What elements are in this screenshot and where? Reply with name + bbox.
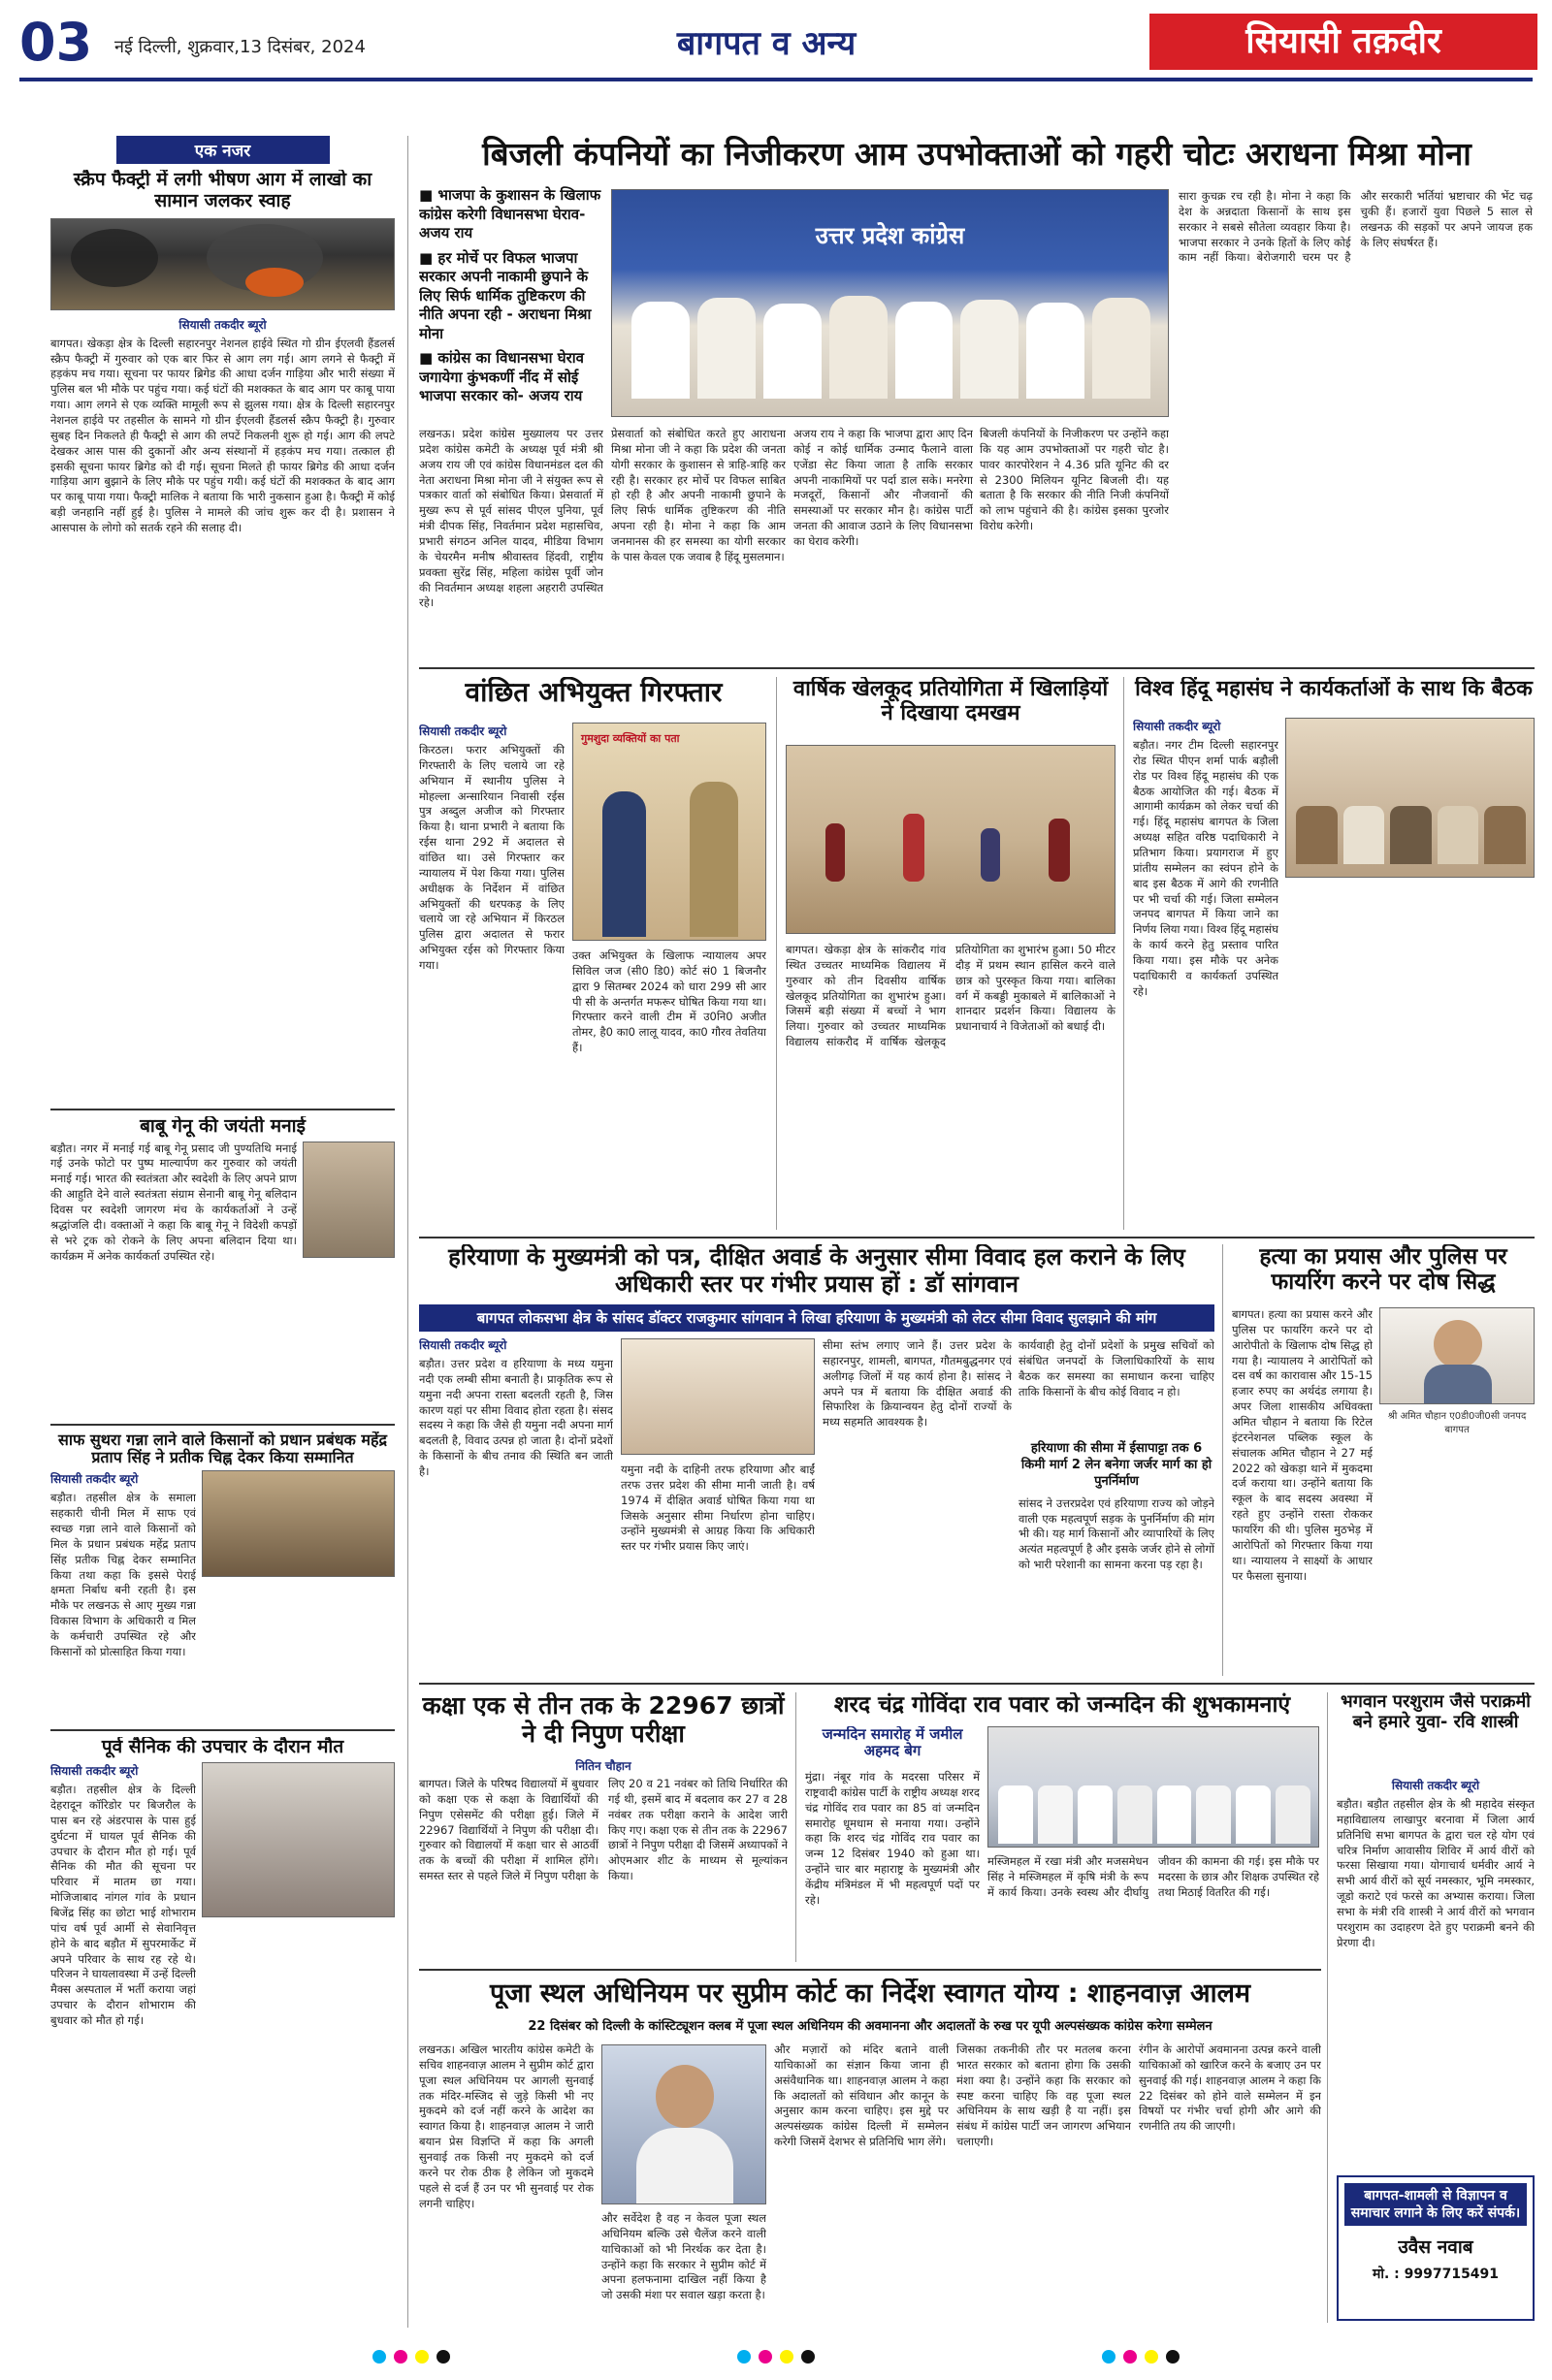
lead-body-2: प्रेसवार्ता को संबोधित करते हुए आराधना मिश्रा मोना जी ने कहा कि प्रदेश की जनता योगी सरकार के कुशासन से त्राहि-त्राहि कर रही है। सरकार हर मोर्चे पर विफल साबित हो रही है और अपनी नाकामी छुपाने के लिए सिर्फ धार्मिक तुष्टिकरण की नीति अपना रही है। मोना ने कहा कि आम जनमानस की हर समस्या का योगी सरकार के पास केवल एक जवाब है हिंदू मुसलमान। <box>611 427 786 563</box>
divider <box>50 1729 395 1731</box>
section-title: बागपत व अन्य <box>676 24 857 63</box>
arrest-photo <box>572 723 766 941</box>
vhp-col <box>1133 718 1278 1232</box>
arrest-byline: सियासी तकदीर ब्यूरो <box>419 724 507 738</box>
soldier-death-byline: सियासी तकदीर ब्यूरो <box>50 1764 139 1779</box>
worship-body-2: और सर्वेदेश है वह न केवल पूजा स्थल अधिनियम बल्कि उसे चैलेंज करने वाली याचिकाओं को भी निरर्थक कर देता है। उन्होंने कहा कि सरकार ने सुप्रीम कोर्ट में अपना हलफनामा दाखिल नहीं किया है जो उसकी मंशा पर सवाल खड़ा करता है। <box>601 2211 766 2302</box>
divider <box>419 1683 1535 1685</box>
worship-body-1: लखनऊ। अखिल भारतीय कांग्रेस कमेटी के सचिव शाहनवाज़ आलम ने सुप्रीम कोर्ट द्वारा पूजा स्थल अधिनियम पर आगली सुनवाई तक मंदिर-मस्जिद से जुड़े किसी भी नए मुकदमे को दर्ज नहीं करने के आदेश का स्वागत किया है। शाहनवाज़ आलम ने जारी बयान प्रेस विज्ञप्ति में कहा कि अगली सुनवाई तक किसी नए मुकदमे को दर्ज करने पर रोक ठीक है लेकिन जो मुकदमे पहले से दर्ज हैं उन पर भी सुनवाई पर रोक लगनी चाहिए। <box>419 2042 594 2210</box>
registration-mark <box>737 2350 751 2364</box>
vhp-byline: सियासी तकदीर ब्यूरो <box>1133 720 1221 733</box>
sugar-mill-headline: साफ सुथरा गन्ना लाने वाले किसानों को प्रधान प्रबंधक महेंद्र प्रताप सिंह ने प्रतीक चिह्न देकर किया सम्मानित <box>58 1431 387 1466</box>
amit-chauhan-photo <box>1379 1307 1535 1404</box>
lead-bullet: ■ हर मोर्चे पर विफल भाजपा सरकार अपनी नाकामी छुपाने के लिए सिर्फ धार्मिक तुष्टिकरण की नीति अपना रही - अराधना मिश्रा मोना <box>419 248 592 342</box>
haryana-body-5: सांसद ने उत्तरप्रदेश एवं हरियाणा राज्य को जोड़ने वाली एक महत्वपूर्ण सड़क के पुनर्निर्माण की मांग भी की। यह मार्ग किसानों और व्यापारियों के लिए अत्यंत महत्वपूर्ण है और इसके जर्जर होने से लोगों को भारी परेशानी का सामना करना पड़ रहा है। <box>1018 1496 1214 1572</box>
sugar-mill-photo <box>202 1470 395 1577</box>
registration-mark <box>372 2350 386 2364</box>
worship-body-4: जिसका तकनीकी तौर पर मतलब करना भारत सरकार को बताना होगा कि उसकी मंशा क्या है। उन्होंने कहा कि सरकार को स्पष्ट करना चाहिए कि वह पूजा स्थल अधिनियम के साथ खड़ी है या नहीं। इस संबंध में कांग्रेस पार्टी जन जागरण अभियान चलाएगी। <box>956 2042 1131 2149</box>
haryana-col-1 <box>419 1336 613 1676</box>
arrest-headline: वांछित अभियुक्त गिरफ्तार <box>465 677 723 708</box>
ad-phone: मो. : 9997715491 <box>1372 2267 1500 2283</box>
babu-genu-body: बड़ौत। नगर में मनाई गई बाबू गेनू प्रसाद जी पुण्यतिथि मनाई गई उनके फोटो पर पुष्प माल्यार्पण कर गुरुवार को जयंती मनाई गई। भारत की स्वतंत्रता और स्वदेशी के लिए अपने प्राण की आहुति देने वाले स्वतंत्रता संग्राम सेनानी बाबू गेनू बलिदान दिवस पर स्वदेशी जागरण मंच के कार्यकर्ताओं ने उन्हें श्रद्धांजलि दी। वक्ताओं ने कहा कि बाबू गेनू ने विदेशी कपड़ों से भरे ट्रक को रोकने के लिए अपना बलिदान दिया था। कार्यक्रम में अनेक कार्यकर्ता उपस्थित रहे। <box>50 1141 297 1263</box>
arrest-photo-signboard: गुमशुदा व्यक्तियों का पता <box>581 732 680 745</box>
lead-bullet: ■ कांग्रेस का विधानसभा घेराव जगायेगा कुंभकर्णी नींद में सोई भाजपा सरकार को- अजय राय <box>419 349 584 404</box>
ad-name: उवैस नवाब <box>1398 2236 1473 2259</box>
issue-date: नई दिल्ली, शुक्रवार,13 दिसंबर, 2024 <box>114 37 366 57</box>
fire-byline: सियासी तकदीर ब्यूरो <box>178 317 267 332</box>
worship-body-3: और मज़ारों को मंदिर बताने वाली याचिकाओं का संज्ञान किया जाना ही असंवैधानिक था। शाहनवाज़ आलम ने कहा कि अदालतों को संविधान और कानून के अनुसार काम करना चाहिए। इस मुद्दे पर अल्पसंख्यक कांग्रेस दिल्ली में सम्मेलन करेगी जिसमें देशभर से प्रतिनिधि भाग लेंगे। <box>774 2042 949 2149</box>
registration-mark <box>436 2350 450 2364</box>
worship-body-5: रंगीन के आरोपों अवमानना उत्पन्न करने वाली याचिकाओं को खारिज करने के बजाए उन पर सुनवाई की गई। शाहनवाज़ आलम ने कहा कि 22 दिसंबर को होने वाले सम्मेलन में इन विषयों पर गंभीर चर्चा होगी और आगे की रणनीति तय की जाएगी। <box>1139 2042 1321 2134</box>
vhp-headline: विश्व हिंदू महासंघ ने कार्यकर्ताओं के साथ कि बैठक <box>1135 677 1533 701</box>
soldier-photo <box>202 1762 395 1917</box>
divider <box>419 1969 1321 1971</box>
babu-genu-photo <box>303 1142 395 1258</box>
nipun-byline: नितिन चौहान <box>575 1759 631 1773</box>
contact-ad-box <box>1337 2175 1535 2321</box>
pawar-subhead: जन्मदिन समारोह में जमील अहमद बेग <box>822 1726 963 1760</box>
lead-body-3: अजय राय ने कहा कि भाजपा द्वारा आए दिन कोई न कोई धार्मिक उन्माद फैलाने वाला एजेंडा सेट किया जाता है ताकि सरकार अपनी नाकामियों पर पर्दा डाल सके। मनरेगा मजदूरों, किसानों और नौजवानों की समस्याओं पर सरकार मौन है। कांग्रेस पार्टी जनता की आवाज उठाने के लिए विधानसभा का घेराव करेगी। <box>793 427 973 549</box>
ek-nazar-tag: एक नजर <box>116 136 330 164</box>
arrest-body-2: उक्त अभियुक्त के खिलाफ न्यायालय अपर सिविल जज (सी0 डि0) कोर्ट सं0 1 बिजनौर द्वारा 9 सितम्बर 2024 को धारा 299 सी आर पी सी के अन्तर्गत मफरूर घोषित किया गया था। गिरफ्तार करने वाली टीम में उ0नि0 अजीत तोमर, है0 का0 लालू यादव, का0 गौरव तेवतिया हैं। <box>572 949 766 1055</box>
left-column <box>50 136 395 2323</box>
header-rule <box>19 78 1533 81</box>
parshuram-headline: भगवान परशुराम जैसे पराक्रमी बने हमारे युवा- रवि शास्त्री <box>1341 1692 1531 1732</box>
murder-body: बागपत। हत्या का प्रयास करने और पुलिस पर फायरिंग करने पर दो आरोपीतो के खिलाफ दोष सिद्ध हो गया है। न्यायालय ने आरोपितों को दस वर्ष का कारावास और 15-15 हजार रुपए का अर्थदंड लगाया है। अपर जिला शासकीय अधिवक्ता अमित चौहान ने बताया कि रिटेल इंटरनेशनल पब्लिक स्कूल के संचालक अमित चौहान ने 27 मई 2022 को खेकड़ा थाने में मुकदमा दर्ज कराया था। उन्होंने बताया कि स्कूल के बाद सदस्य अवस्था में रहते हुए उन्होंने रास्ता रोककर फायरिंग की थी। पुलिस मुठभेड़ में आरोपितों को गिरफ्तार किया गया था। न्यायालय ने साक्ष्यों के आधार पर फैसला सुनाया। <box>1232 1307 1373 1583</box>
arrest-body: किरठल। फरार अभियुक्तों की गिरफ्तारी के लिए चलाये जा रहे अभियान में स्थानीय पुलिस ने मोहल्ला अन्सारियान निवासी रईस पुत्र अब्दुल अजीज को गिरफ्तार किया है। थाना प्रभारी ने बताया कि रईस थाना 292 में अदालत से वांछित था। उसे गिरफ्तार कर न्यायालय में पेश किया गया। पुलिस अधीक्षक के निर्देशन में वांछित अभियुक्तों की धरपकड़ के लिए चलाये जा रहे अभियान में किरठल पुलिस द्वारा अदालत से फरार अभियुक्त रईस को गिरफ्तार किया गया। <box>419 743 565 973</box>
sugar-mill-body: बड़ौत। तहसील क्षेत्र के समाला सहकारी चीनी मिल में साफ एवं स्वच्छ गन्ना लाने वाले किसानों को मिल के प्रधान प्रबंधक महेंद्र प्रताप सिंह प्रतीक चिह्न देकर सम्मानित किया तथा कहा कि इससे पेराई क्षमता निर्बाध बनी रहती है। इस मौके पर लखनऊ से आए मुख्य गन्ना विकास विभाग के अधिकारी व मिल के कर्मचारी उपस्थित रहे और किसानों को प्रोत्साहित किया गया। <box>50 1491 196 1658</box>
murder-col <box>1232 1307 1373 1676</box>
haryana-body-4: कार्यवाही हेतु दोनों प्रदेशों के प्रमुख सचिवों को संबंधित जनपदों के जिलाधिकारियों के साथ बैठक कर समस्या का समाधान करना चाहिए ताकि किसानों के बीच कोई विवाद न हो। <box>1018 1338 1214 1399</box>
footer-registration-strip <box>0 2342 1552 2371</box>
lead-body-4: बिजली कंपनियों के निजीकरण पर उन्होंने कहा कि यह आम उपभोक्ताओं पर गहरी चोट है। पावर कारपोरेशन ने 4.36 प्रति यूनिट की दर से 2300 मिलियन यूनिट बिजली दी। यह बताता है कि सरकार की नीति निजी कंपनियों को लाभ पहुंचाने की है। कांग्रेस इसका पुरजोर विरोध करेगी। <box>980 427 1169 533</box>
divider <box>419 667 1535 669</box>
sports-photo <box>786 745 1116 934</box>
fire-headline: स्क्रैप फैक्ट्री में लगी भीषण आग में लाखो का सामान जलकर स्वाह <box>73 170 372 211</box>
haryana-subbox: हरियाणा की सीमा में ईसापाट्टा तक 6 किमी मार्ग 2 लेन बनेगा जर्जर मार्ग का हो पुनर्निर्माण <box>1020 1441 1212 1489</box>
vhp-body: बड़ौत। नगर टीम दिल्ली सहारनपुर रोड स्थित पीएन शर्मा पार्क बड़ौली रोड पर विश्व हिंदू महासंघ की एक बैठक आयोजित की गई। बैठक में आगामी कार्यक्रम को लेकर चर्चा की गई। हिंदू महासंघ बागपत के जिला अध्यक्ष सहित वरिष्ठ पदाधिकारी ने प्रतिभाग किया। प्रयागराज में हुए प्रांतीय सम्मेलन का स्वंपन होने के बाद इस बैठक में आगे की रणनीति पर भी चर्चा की गई। जिला सम्मेलन जनपद बागपत में किया जाने का निर्णय लिया गया। विश्व हिंदू महासंघ के कार्य करने हेतु प्रस्ताव पारित किया गया। इस मौके पर अनेक पदाधिकारी व कार्यकर्ता उपस्थित रहे। <box>1133 738 1278 998</box>
lead-body-5: सारा कुचक्र रच रही है। मोना ने कहा कि देश के अन्नदाता किसानों के साथ इस सरकार ने सबसे सौतेला व्यवहार किया है। भाजपा सरकार ने उनके हितों के लिए कोई काम नहीं किया। बेरोजगारी चरम पर है और सरकारी भर्तियां भ्रष्टाचार की भेंट चढ़ चुकी हैं। हजारों युवा पिछले 5 साल से लखनऊ की सड़कों पर अपने जायज हक के लिए संघर्षरत हैं। <box>1179 189 1533 265</box>
haryana-col-4 <box>1018 1338 1214 1676</box>
column-rule <box>795 1692 796 1962</box>
lead-body-1: लखनऊ। प्रदेश कांग्रेस मुख्यालय पर उत्तर प्रदेश कांग्रेस कमेटी के अध्यक्ष पूर्व मंत्री श्री अजय राय जी एवं कांग्रेस विधानमंडल दल की नेता अराधना मिश्रा मोना जी ने संयुक्त रूप से पत्रकार वार्ता को संबोधित किया। प्रेसवार्ता में मुख्य रूप से पूर्व सांसद पीएल पुनिया, पूर्व मंत्री दीपक सिंह, निवर्तमान प्रदेश महासचिव, प्रभारी संगठन अनिल यादव, मीडिया विभाग के चेयरमैन मनीष श्रीवास्तव हिंदवी, राष्ट्रीय प्रवक्ता सुरेंद्र सिंह, महिला कांग्रेस पूर्वी जोन की निवर्तमान अध्यक्ष शहला अहरारी उपस्थित रहे। <box>419 427 603 610</box>
murder-headline: हत्या का प्रयास और पुलिस पर फायरिंग करने पर दोष सिद्ध <box>1259 1244 1507 1296</box>
arrest-col <box>419 723 565 1227</box>
soldier-death-headline: पूर्व सैनिक की उपचार के दौरान मौत <box>101 1737 344 1758</box>
column-rule <box>776 677 777 1230</box>
column-rule <box>407 136 408 2328</box>
parshuram-byline: सियासी तकदीर ब्यूरो <box>1391 1779 1480 1792</box>
haryana-body-2: यमुना नदी के दाहिनी तरफ हरियाणा और बाईं तरफ उत्तर प्रदेश की सीमा मानी जाती है। वर्ष 1974 में दीक्षित अवार्ड घोषित किया गया था जिसके अनुसार सीमा निर्धारण होना चाहिए। उन्होंने मुख्यमंत्री से आग्रह किया कि अधिकारी स्तर पर गंभीर प्रयास किए जाएं। <box>621 1463 815 1554</box>
haryana-body-3: सीमा स्तंभ लगाए जाने हैं। उत्तर प्रदेश के सहारनपुर, शामली, बागपत, गौतमबुद्धनगर एवं अलीगढ़ जिलों में यह कार्य होना है। सांसद ने अपने पत्र में बताया कि दीक्षित अवार्ड की सिफारिश के क्रियान्वयन हेतु दोनों राज्यों के मध्य सहमति आवश्यक है। <box>823 1338 1012 1430</box>
pawar-body: मुंद्रा। नंबूर गांव के मदरसा परिसर में राष्ट्रवादी कांग्रेस पार्टी के राष्ट्रीय अध्यक्ष शरद चंद्र गोविंद राव पवार का 85 वां जन्मदिन समारोह धूमधाम से मनाया गया। उन्होंने कहा कि शरद चंद्र गोविंद राव पवार का जन्म 12 दिसंबर 1940 को हुआ था। उन्होंने चार बार महाराष्ट्र के मुख्यमंत्री और केंद्रीय मंत्रिमंडल में भी महत्वपूर्ण पदों पर रहे। <box>805 1770 980 1907</box>
nipun-headline: कक्षा एक से तीन तक के 22967 छात्रों ने दी निपुण परीक्षा <box>422 1692 785 1748</box>
column-rule <box>1327 1692 1328 2323</box>
haryana-subhead: बागपत लोकसभा क्षेत्र के सांसद डॉक्टर राजकुमार सांगवान ने लिखा हरियाणा के मुख्यमंत्री को लेटर सीमा विवाद सुलझाने की मांग <box>419 1304 1214 1332</box>
parshuram-col <box>1337 1777 1535 2170</box>
registration-mark <box>1123 2350 1137 2364</box>
registration-mark <box>1166 2350 1180 2364</box>
pawar-photo <box>987 1726 1319 1848</box>
lead-photo-banner-text: उत्तर प्रदेश कांग्रेस <box>815 222 965 249</box>
column-rule <box>1222 1244 1223 1676</box>
sugar-mill-byline: सियासी तकदीर ब्यूरो <box>50 1472 139 1487</box>
sports-body: बागपत। खेकड़ा क्षेत्र के सांकरौद गांव स्थित उच्चतर माध्यमिक विद्यालय में गुरुवार को तीन दिवसीय वार्षिक खेलकूद प्रतियोगिता का शुभारंभ हुआ। जिसमें बड़ी संख्या में बच्चों ने भाग लिया। गुरुवार को उच्चतर माध्यमिक विद्यालय सांकरौद में वार्षिक खेलकूद प्रतियोगिता का शुभारंभ हुआ। 50 मीटर दौड़ में प्रथम स्थान हासिल करने वाले छात्र को पुरस्कृत किया गया। बालिका वर्ग में कबड्डी मुकाबले में बालिकाओं ने शानदार प्रदर्शन किया। विद्यालय के प्रधानाचार्य ने विजेताओं को बधाई दी। <box>786 943 1116 1049</box>
sports-headline: वार्षिक खेलकूद प्रतियोगिता में खिलाड़ियों ने दिखाया दमखम <box>792 677 1109 726</box>
page-number: 03 <box>19 12 93 73</box>
registration-mark <box>759 2350 772 2364</box>
registration-mark <box>780 2350 793 2364</box>
fire-photo <box>50 218 395 310</box>
registration-mark <box>1145 2350 1158 2364</box>
lead-bullet: ■ भाजपा के कुशासन के खिलाफ कांग्रेस करेगी विधानसभा घेराव- अजय राय <box>419 186 601 241</box>
parshuram-body: बड़ौत। बड़ौत तहसील क्षेत्र के श्री महादेव संस्कृत महाविद्यालय लाखापुर बरनावा में जिला आर्य प्रतिनिधि सभा बागपत के द्वारा चल रहे योग एवं चरित्र निर्माण आवासीय शिविर में आर्य वीरों को फरसा सिखाया गया। योगाचार्य धर्मवीर आर्य ने सभी आर्य वीरों को सूर्य नमस्कार, भूमि नमस्कार, जूडो कराटे एवं फरसे का अभ्यास कराया। जिला सभा के मंत्री रवि शास्त्री ने आर्य वीरों को भगवान परशुराम का उदाहरण देते हुए पराक्रमी बनने की प्रेरणा दी। <box>1337 1797 1535 1949</box>
ad-text: बागपत-शामली से विज्ञापन व समाचार लगाने के लिए करें संपर्क। <box>1344 2183 1527 2226</box>
registration-mark <box>394 2350 407 2364</box>
amit-chauhan-caption: श्री अमित चौहान ए0डी0जी0सी जनपद बागपत <box>1387 1411 1527 1435</box>
divider <box>50 1424 395 1426</box>
vhp-photo <box>1285 718 1535 878</box>
haryana-byline: सियासी तकदीर ब्यूरो <box>419 1338 507 1352</box>
haryana-headline: हरियाणा के मुख्यमंत्री को पत्र, दीक्षित अवार्ड के अनुसार सीमा विवाद हल कराने के लिए अधिकारी स्तर पर गंभीर प्रयास हों : डॉ सांगवान <box>448 1244 1185 1298</box>
fire-body: बागपत। खेकड़ा क्षेत्र के दिल्ली सहारनपुर नेशनल हाईवे स्थित गो ग्रीन ईएलवी हैंडलर्स स्क्रैप फैक्ट्री में गुरुवार को एक बार फिर से आग लग गई। आग लगने से फैक्ट्री में हड़कंप मच गया। सूचना पर फायर ब्रिगेड की आधा दर्जन गाड़िया और भारी संख्या में पुलिस बल भी मौके पर पहुंच गया। कई घंटों की मशक्कत के बाद आग पर काबू पाया गया। आग लगने से एक व्यक्ति मामूली रूप से झुलस गया। क्षेत्र के दिल्ली सहारनपुर नेशनल हाईवे पर तहसील के सामने गो ग्रीन ईएलवी हैंडलर्स स्क्रैप फैक्ट्री है। गुरुवार सुबह दिन निकलते ही फैक्ट्री से आग की लपटें निकलनी शुरू हो गई। आग की लपटे देखकर आस पास की दुकानों और अन्य संस्थानों में हड़कंप मच गया। तत्काल ही इसकी सूचना फायर ब्रिगेड को दी गई। सूचना मिलते ही फायर ब्रिगेड की आधा दर्जन गाड़िया आग बुझाने के लिए मौके पर पहुंच गयी। कई घंटों की मशक्कत के बाद आग पर काबू पाया गया। फैक्ट्री मालिक ने बताया कि भारी नुकसान हुआ है। फैक्ट्री में कोई बड़ी जनहानि नहीं हुई है। पुलिस ने मामले की जांच शुरू कर दी है। प्रशासन ने आसपास के लोगो को सतर्क रहने की सलाह दी। <box>50 336 395 534</box>
shahnawaz-photo <box>601 2044 766 2204</box>
column-rule <box>1123 677 1124 1230</box>
lead-headline: बिजली कंपनियों का निजीकरण आम उपभोक्ताओं को गहरी चोटः अराधना मिश्रा मोना <box>482 136 1471 173</box>
nipun-body: बागपत। जिले के परिषद विद्यालयों में बुधवार को कक्षा एक से कक्षा के विद्यार्थियों की निपुण एसेसमेंट की परीक्षा हुई। जिले में 22967 विद्यार्थियों ने निपुण की परीक्षा दी। गुरुवार को विद्यालयों में कक्षा चार से आठवीं तक के बच्चों की परीक्षा में शामिल होंगे। समस्त स्तर से पहले जिले में निपुण परीक्षा के लिए 20 व 21 नवंबर को तिथि निर्धारित की गई थी, इसमें बाद में बदलाव कर 27 व 28 नवंबर तक परीक्षा कराने के आदेश जारी किए गए। कक्षा एक से तीन तक के 22967 छात्रों ने निपुण परीक्षा दी जिसमें अध्यापकों ने ओएमआर शीट के माध्यम से मूल्यांकन किया। <box>419 1777 788 1883</box>
pawar-body-2: मस्जिमहल में रखा मंत्री और मजसमेधन सिंह ने मस्जिमहल में कृषि मंत्री के रूप में कार्य किया। उनके स्वस्थ और दीर्घायु जीवन की कामना की गई। इस मौके पर मदरसा के छात्र और शिक्षक उपस्थित रहे तथा मिठाई वितरित की गई। <box>987 1854 1319 1899</box>
pawar-headline: शरद चंद्र गोविंदा राव पवार को जन्मदिन की शुभकामनाएं <box>833 1692 1291 1718</box>
worship-subhead: 22 दिसंबर को दिल्ली के कांस्टिट्यूशन क्लब में पूजा स्थल अधिनियम की अवमानना और अदालतों के रुख पर यूपी अल्पसंख्यक कांग्रेस करेगा सम्मेलन <box>528 2019 1212 2034</box>
worship-headline: पूजा स्थल अधिनियम पर सुप्रीम कोर्ट का निर्देश स्वागत योग्य : शाहनवाज़ आलम <box>489 1978 1251 2009</box>
babu-genu-headline: बाबू गेनू की जयंती मनाई <box>140 1115 306 1137</box>
registration-mark <box>801 2350 815 2364</box>
divider <box>50 1109 395 1110</box>
masthead-banner: सियासी तक़दीर <box>1149 14 1537 70</box>
lead-photo <box>611 189 1169 417</box>
haryana-body-1: बड़ौत। उत्तर प्रदेश व हरियाणा के मध्य यमुना नदी एक लम्बी सीमा बनाती है। प्राकृतिक रूप से यमुना नदी अपना रास्ता बदलती रहती है, जिस कारण यहां पर सीमा विवाद होता रहता है। संसद सदस्य ने कहा कि जैसे ही यमुना नदी अपना मार्ग बदलती है, विवाद उत्पन्न हो जाता है। दोनों प्रदेशों के किसानों के बीच तनाव की स्थिति बन जाती है। <box>419 1357 613 1479</box>
registration-mark <box>415 2350 429 2364</box>
divider <box>419 1237 1535 1238</box>
sangwan-photo <box>621 1338 815 1455</box>
registration-mark <box>1102 2350 1116 2364</box>
soldier-death-body: बड़ौत। तहसील क्षेत्र के दिल्ली देहरादून कॉरिडोर पर बिजरौल के पास बन रहे अंडरपास के पास हुई दुर्घटना में घायल पूर्व सैनिक की उपचार के दौरान मौत हो गई। पूर्व सैनिक की मौत की सूचना पर परिवार में मातम छा गया। मोजिजाबाद नांगल गांव के प्रधान बिजेंद्र सिंह का छोटा भाई शोभाराम पांच वर्ष पूर्व आर्मी से सेवानिवृत्त होने के बाद बड़ौत में सुपरमार्केट में अपने परिवार के साथ रह रहे थे। परिजन ने घायलावस्था में उन्हें दिल्ली मैक्स अस्पताल में भर्ती कराया जहां उपचार के दौरान शोभाराम की बुधवार को मौत हो गई। <box>50 1783 196 2028</box>
